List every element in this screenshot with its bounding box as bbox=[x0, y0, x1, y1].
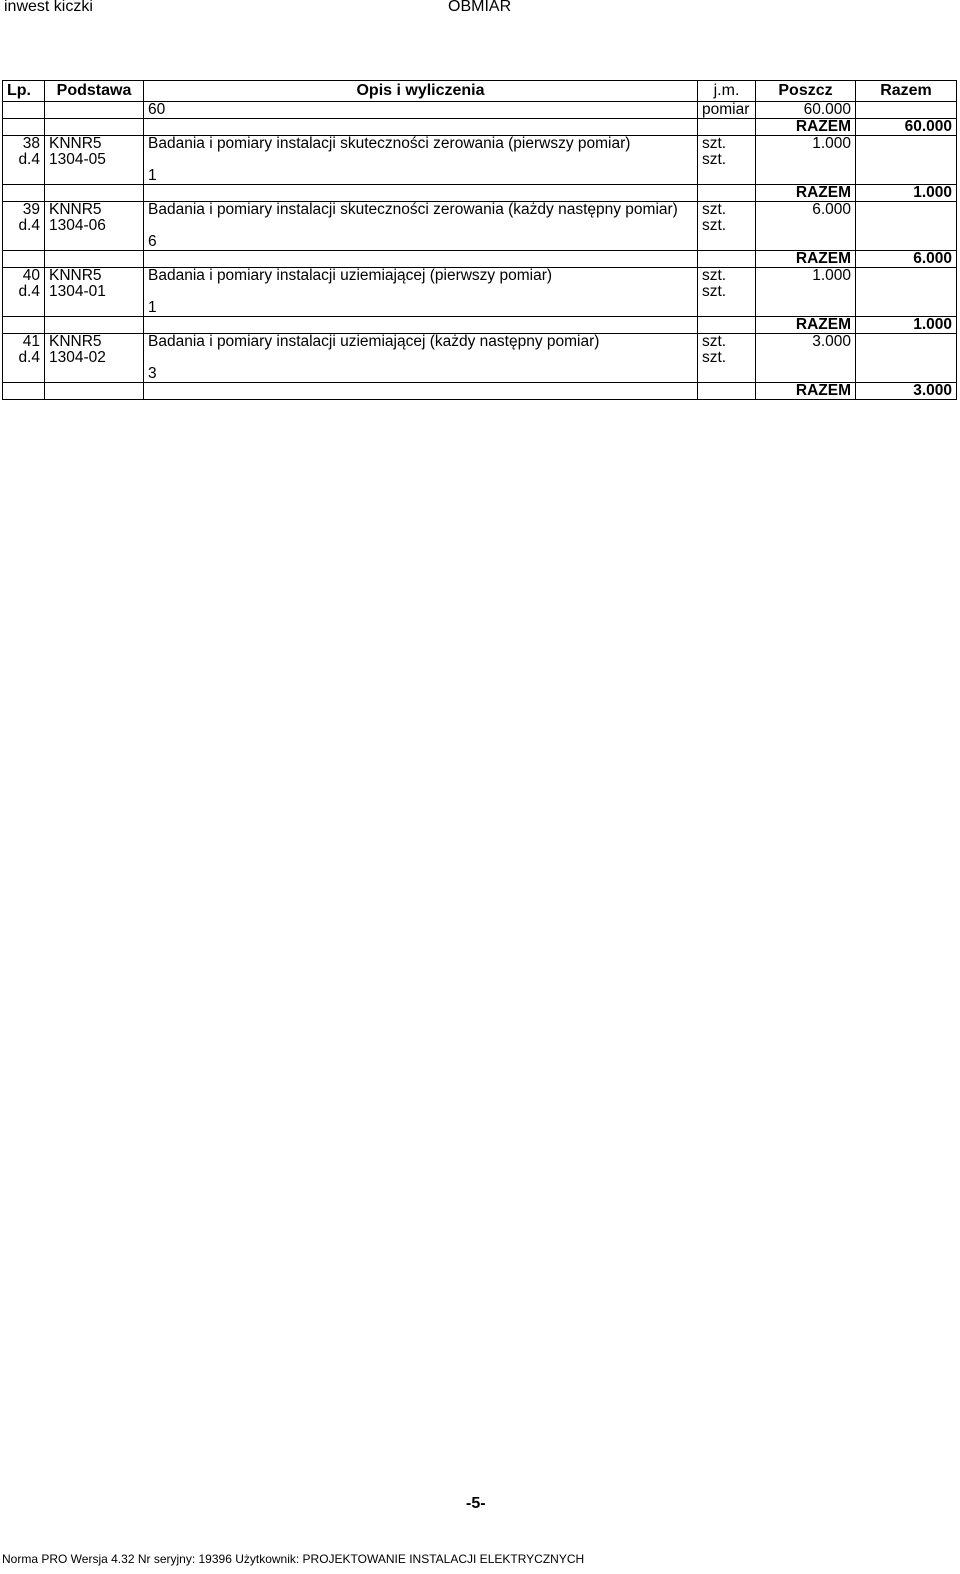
table-row bbox=[3, 317, 957, 334]
table-row bbox=[3, 234, 957, 251]
calc-value: 6 bbox=[144, 234, 698, 251]
item-unit: szt. bbox=[698, 334, 756, 351]
table-row bbox=[3, 218, 957, 234]
table-header-row bbox=[3, 81, 957, 102]
calc-value: 1 bbox=[144, 168, 698, 185]
razem-label: RAZEM bbox=[756, 317, 856, 334]
razem-label: RAZEM bbox=[756, 383, 856, 400]
razem-value: 60.000 bbox=[856, 119, 957, 136]
item-description: Badania i pomiary instalacji uziemiającej (pierwszy pomiar) bbox=[144, 268, 698, 285]
table-row bbox=[3, 168, 957, 185]
podstawa-position: 1304-02 bbox=[45, 350, 144, 366]
table-row bbox=[3, 185, 957, 202]
col-header-lp: Lp. bbox=[3, 81, 45, 102]
item-number: 40 bbox=[3, 268, 45, 285]
item-unit: szt. bbox=[698, 268, 756, 285]
table-row bbox=[3, 251, 957, 268]
podstawa-code: KNNR5 bbox=[45, 136, 144, 153]
table-row bbox=[3, 383, 957, 400]
item-number: 38 bbox=[3, 136, 45, 153]
podstawa-position: 1304-05 bbox=[45, 152, 144, 168]
page-number: -5- bbox=[466, 1495, 486, 1512]
table-row bbox=[3, 102, 957, 119]
calc-value: 3 bbox=[144, 366, 698, 383]
item-unit: szt. bbox=[698, 136, 756, 153]
poszcz-value: 6.000 bbox=[756, 202, 856, 219]
col-header-opis: Opis i wyliczenia bbox=[144, 81, 698, 102]
item-description: Badania i pomiary instalacji skuteczności zerowania (pierwszy pomiar) bbox=[144, 136, 698, 153]
razem-label: RAZEM bbox=[756, 185, 856, 202]
item-description: Badania i pomiary instalacji skuteczności zerowania (każdy następny pomiar) bbox=[144, 202, 698, 219]
item-chapter: d.4 bbox=[3, 350, 45, 366]
table-row bbox=[3, 152, 957, 168]
table-row bbox=[3, 366, 957, 383]
item-unit: szt. bbox=[698, 202, 756, 219]
obmiar-table bbox=[2, 80, 957, 400]
podstawa-position: 1304-06 bbox=[45, 218, 144, 234]
table-row bbox=[3, 350, 957, 366]
poszcz-value: 1.000 bbox=[756, 268, 856, 285]
item-chapter: d.4 bbox=[3, 218, 45, 234]
podstawa-position: 1304-01 bbox=[45, 284, 144, 300]
item-chapter: d.4 bbox=[3, 284, 45, 300]
calc-unit: szt. bbox=[698, 218, 756, 234]
item-description: Badania i pomiary instalacji uziemiającej (każdy następny pomiar) bbox=[144, 334, 698, 351]
header-left-title: inwest kiczki bbox=[4, 0, 93, 15]
calc-unit: szt. bbox=[698, 350, 756, 366]
table-row bbox=[3, 202, 957, 219]
col-header-razem: Razem bbox=[856, 81, 957, 102]
item-number: 41 bbox=[3, 334, 45, 351]
razem-value: 1.000 bbox=[856, 317, 957, 334]
calc-unit: szt. bbox=[698, 284, 756, 300]
calc-unit: szt. bbox=[698, 152, 756, 168]
razem-value: 6.000 bbox=[856, 251, 957, 268]
razem-label: RAZEM bbox=[756, 251, 856, 268]
poszcz-value: 3.000 bbox=[756, 334, 856, 351]
podstawa-code: KNNR5 bbox=[45, 334, 144, 351]
table-row bbox=[3, 334, 957, 351]
header-center-title: OBMIAR bbox=[448, 0, 512, 15]
table-row bbox=[3, 119, 957, 136]
item-number: 39 bbox=[3, 202, 45, 219]
razem-value: 3.000 bbox=[856, 383, 957, 400]
col-header-poszcz: Poszcz bbox=[756, 81, 856, 102]
calc-value: 1 bbox=[144, 300, 698, 317]
item-chapter: d.4 bbox=[3, 152, 45, 168]
poszcz-value: 60.000 bbox=[756, 102, 856, 119]
calc-unit: pomiar bbox=[698, 102, 756, 119]
table-row bbox=[3, 268, 957, 285]
podstawa-code: KNNR5 bbox=[45, 268, 144, 285]
poszcz-value: 1.000 bbox=[756, 136, 856, 153]
col-header-podstawa: Podstawa bbox=[45, 81, 144, 102]
table-row bbox=[3, 284, 957, 300]
footer-text: Norma PRO Wersja 4.32 Nr seryjny: 19396 Użytkownik: PROJEKTOWANIE INSTALACJI ELEKTRYCZNYCH bbox=[2, 1552, 585, 1566]
table-row bbox=[3, 300, 957, 317]
razem-value: 1.000 bbox=[856, 185, 957, 202]
razem-label: RAZEM bbox=[756, 119, 856, 136]
podstawa-code: KNNR5 bbox=[45, 202, 144, 219]
calc-value: 60 bbox=[144, 102, 698, 119]
table-row bbox=[3, 136, 957, 153]
col-header-jm: j.m. bbox=[698, 81, 756, 102]
